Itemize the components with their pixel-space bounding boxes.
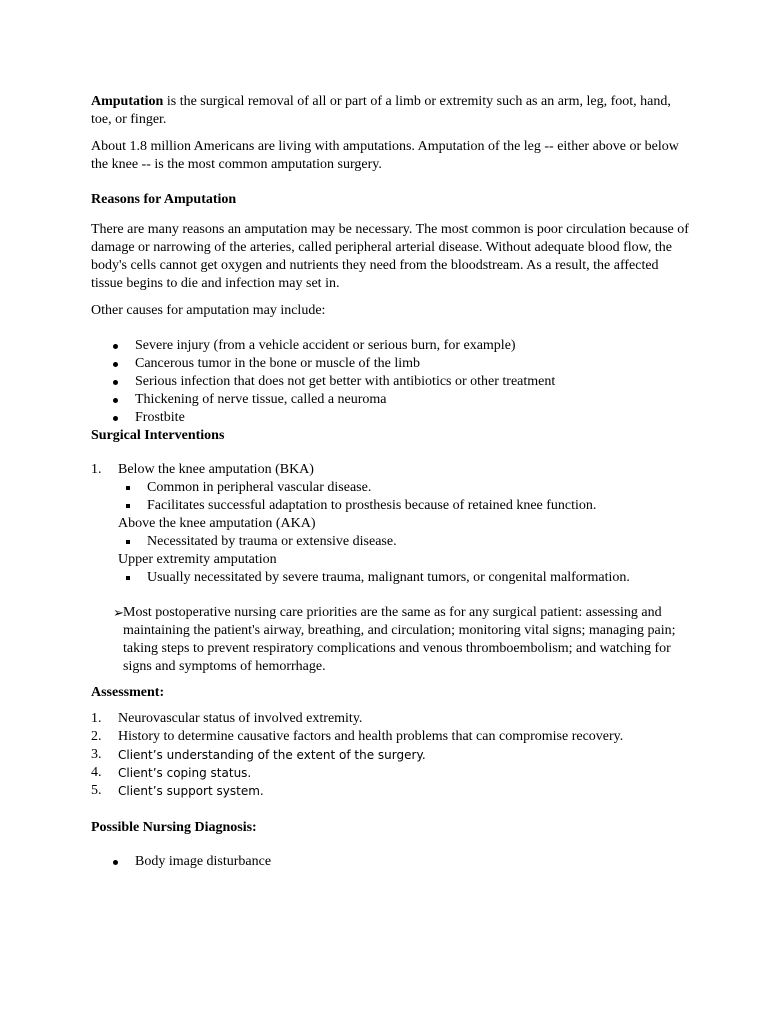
assessment-list <box>91 710 691 800</box>
assessment-text: Neurovascular status of involved extremity. <box>118 711 363 726</box>
bullet-icon <box>113 416 118 421</box>
item-number: 2. <box>91 729 102 744</box>
causes-label: Other causes for amputation may include: <box>91 303 326 318</box>
diagnosis-heading: Possible Nursing Diagnosis: <box>91 820 257 835</box>
diagnosis-list <box>91 853 691 871</box>
list-item <box>91 355 691 373</box>
intro-stats-paragraph: About 1.8 million Americans are living with amputations. Amputation of the leg -- either above or below the knee -- is the most common amputation surgery. <box>91 139 679 172</box>
cause-text: Cancerous tumor in the bone or muscle of the limb <box>135 356 420 371</box>
list-item <box>91 391 691 409</box>
cause-text: Frostbite <box>135 410 185 425</box>
arrow-bullet-icon: ➢ <box>113 605 124 620</box>
list-item <box>91 853 691 871</box>
item-number: 5. <box>91 783 102 798</box>
intro-definition: is the surgical removal of all or part of a limb or extremity such as an arm, leg, foot, hand, toe, or finger. <box>91 94 671 127</box>
document-page <box>91 93 691 871</box>
list-item <box>91 337 691 355</box>
list-item <box>91 710 691 728</box>
upper-title: Upper extremity amputation <box>118 552 277 567</box>
assessment-heading: Assessment: <box>91 685 165 700</box>
bullet-icon <box>113 344 118 349</box>
bka-point: Common in peripheral vascular disease. <box>147 480 372 495</box>
assessment-text: History to determine causative factors and health problems that can compromise recovery. <box>118 729 624 744</box>
list-item <box>91 728 691 746</box>
list-item <box>91 461 691 479</box>
item-number: 1. <box>91 711 102 726</box>
surgical-list <box>91 461 691 587</box>
assessment-text: Client’s understanding of the extent of the surgery. <box>118 748 426 762</box>
list-item <box>91 497 691 515</box>
list-item <box>91 479 691 497</box>
assessment-text: Client’s support system. <box>118 784 264 798</box>
causes-list <box>91 337 691 427</box>
list-item <box>91 373 691 391</box>
bullet-icon <box>113 380 118 385</box>
assessment-text: Client’s coping status. <box>118 766 252 780</box>
postop-text: Most postoperative nursing care priorities are the same as for any surgical patient: assessing and maintaining the patient's airway, breathing, and circulation; monitoring vital signs; managing pain; taking steps to prevent respiratory complications and venous thromboembolism; and watching for signs and symptoms of hemorrhage. <box>123 605 676 674</box>
intro-paragraph <box>91 93 691 129</box>
bka-title: Below the knee amputation (BKA) <box>118 462 314 477</box>
bka-point: Facilitates successful adaptation to prosthesis because of retained knee function. <box>147 498 597 513</box>
bullet-icon <box>113 860 118 865</box>
cause-text: Serious infection that does not get better with antibiotics or other treatment <box>135 374 556 389</box>
square-bullet-icon <box>126 486 130 490</box>
upper-point: Usually necessitated by severe trauma, malignant tumors, or congenital malformation. <box>147 570 630 585</box>
list-item <box>91 533 691 551</box>
list-item <box>91 569 691 587</box>
item-number: 3. <box>91 747 102 762</box>
bullet-icon <box>113 362 118 367</box>
item-number: 4. <box>91 765 102 780</box>
list-item <box>91 746 691 764</box>
cause-text: Thickening of nerve tissue, called a neuroma <box>135 392 387 407</box>
item-number: 1. <box>91 462 102 477</box>
square-bullet-icon <box>126 504 130 508</box>
surgical-heading: Surgical Interventions <box>91 428 225 443</box>
diagnosis-text: Body image disturbance <box>135 854 272 869</box>
reasons-paragraph: There are many reasons an amputation may be necessary. The most common is poor circulation because of damage or narrowing of the arteries, called peripheral arterial disease. Without adequate blood flow, the body's cells cannot get oxygen and nutrients they need from the bloodstream. As a result, the affected tissue begins to die and infection may set in. <box>91 222 689 291</box>
square-bullet-icon <box>126 540 130 544</box>
aka-point: Necessitated by trauma or extensive disease. <box>147 534 397 549</box>
postop-note <box>91 604 691 676</box>
list-item <box>91 409 691 427</box>
square-bullet-icon <box>126 576 130 580</box>
aka-title: Above the knee amputation (AKA) <box>118 516 316 531</box>
list-item <box>91 782 691 800</box>
list-item <box>91 764 691 782</box>
intro-term: Amputation <box>91 94 164 109</box>
bullet-icon <box>113 398 118 403</box>
cause-text: Severe injury (from a vehicle accident or serious burn, for example) <box>135 338 516 353</box>
reasons-heading: Reasons for Amputation <box>91 192 237 207</box>
